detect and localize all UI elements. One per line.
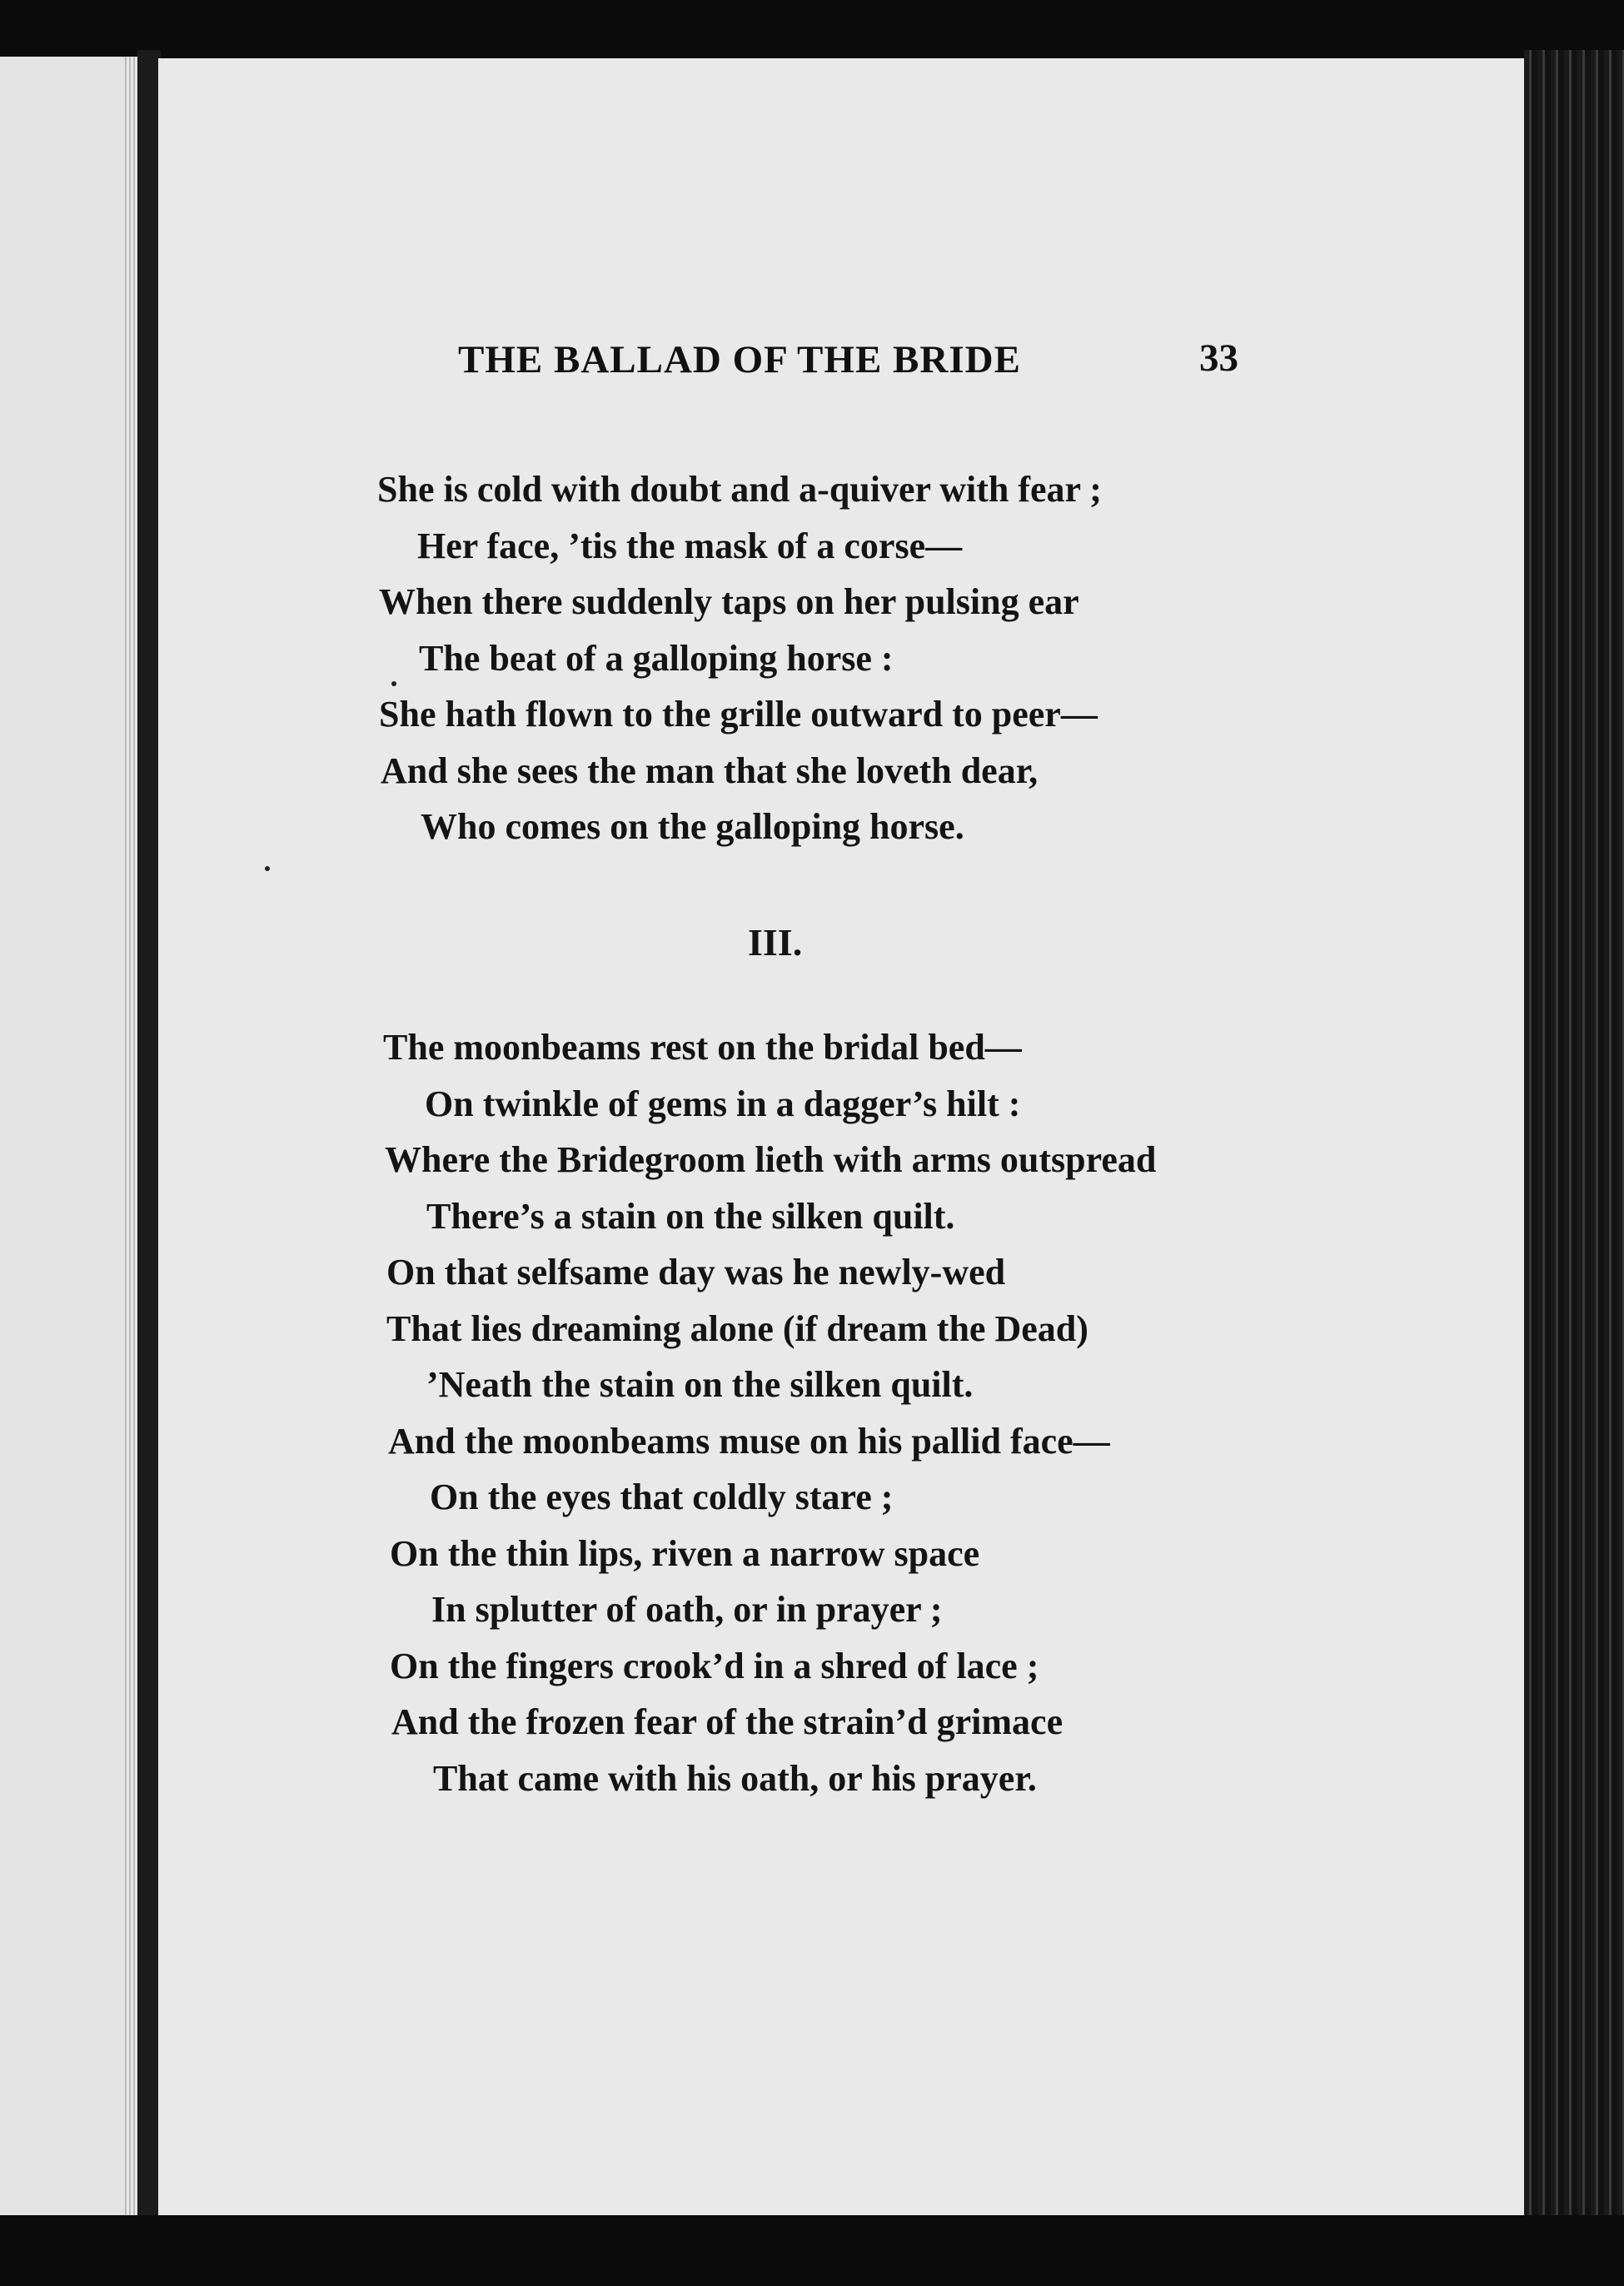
verse-line: On that selfsame day was he newly-wed [386,1252,1006,1292]
scan-border-top [0,0,1624,58]
verse-line: The moonbeams rest on the bridal bed— [383,1027,1022,1068]
running-head: THE BALLAD OF THE BRIDE [458,338,1021,381]
verse-line: She hath flown to the grille outward to peer— [379,694,1098,735]
facing-page-edge [0,57,142,2222]
verse-line: When there suddenly taps on her pulsing ear [379,581,1079,622]
verse-line: And she sees the man that she loveth dear, [381,750,1039,791]
verse-line: She is cold with doubt and a-quiver with fear ; [377,469,1102,510]
verse-line: ’Neath the stain on the silken quilt. [426,1364,974,1405]
verse-line: And the moonbeams muse on his pallid face— [388,1421,1110,1462]
verse-line: The beat of a galloping horse : [419,638,894,679]
verse-line: That lies dreaming alone (if dream the Dead) [386,1308,1088,1349]
verse-line: Where the Bridegroom lieth with arms outspread [385,1139,1157,1180]
page-stack-edge [1524,50,1624,2232]
verse-line: On twinkle of gems in a dagger’s hilt : [425,1083,1021,1124]
section-numeral: III. [748,921,803,964]
verse-line: Her face, ’tis the mask of a corse— [417,525,963,566]
verse-line: On the fingers crook’d in a shred of lace ; [390,1646,1039,1686]
ink-speck [265,866,270,871]
ink-speck [391,681,396,686]
verse-line: And the frozen fear of the strain’d grimace [391,1701,1064,1742]
scan-border-bottom [0,2215,1624,2286]
verse-line: Who comes on the galloping horse. [421,806,964,847]
verse-line: That came with his oath, or his prayer. [433,1758,1037,1799]
verse-line: There’s a stain on the silken quilt. [426,1196,955,1237]
page-number: 33 [1199,336,1238,380]
verse-line: On the thin lips, riven a narrow space [390,1533,980,1574]
book-gutter [137,50,161,2232]
verse-line: In splutter of oath, or in prayer ; [431,1589,943,1630]
verse-line: On the eyes that coldly stare ; [430,1477,894,1517]
